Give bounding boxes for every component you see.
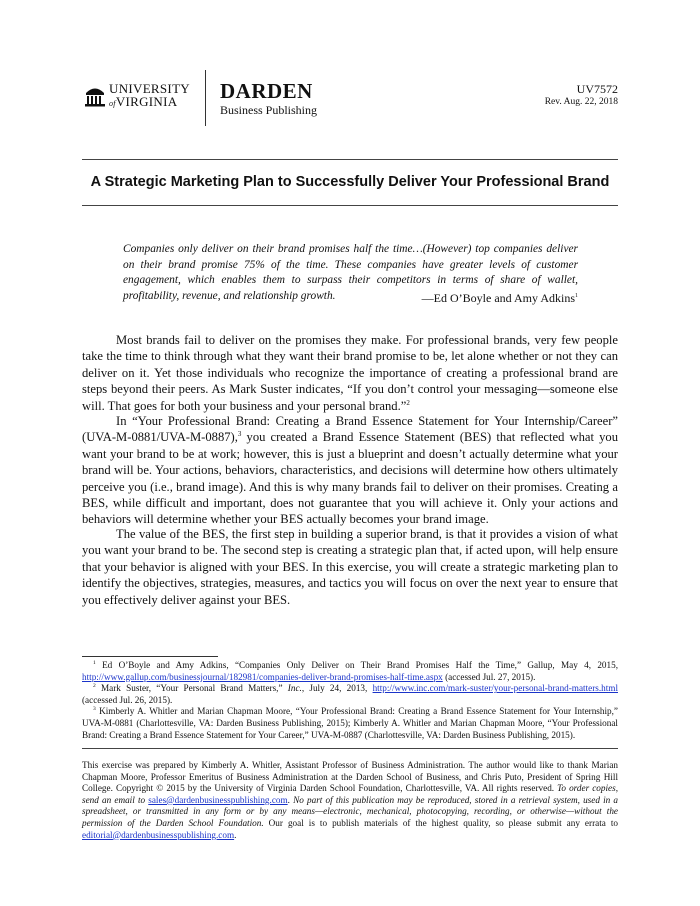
paragraph-2-text-b: you created a Brand Essence Statement (BES) that reflected what you want your brand to be at work; however, this is just a blueprint and doesn’t actually determine what your brand will be. Your actions, behaviors, characteristics, and decisions will determine how others ultimately perceive you (i.e., brand image). And this is why many brands fail to deliver on their promises. Creating a BES, while difficult and important, does not guarantee that you will achieve it. Only your actions and behaviors will determine whether your BES actually becomes your brand image. (82, 430, 618, 527)
footnote-2-text: Mark Suster, “Your Personal Brand Matters,” (95, 683, 288, 694)
legal-part-6: Our goal is to publish materials of the highest quality, so please submit any errata to (263, 817, 618, 828)
paragraph-2 (82, 413, 618, 528)
footnote-3-text: Kimberly A. Whitler and Marian Chapman Moore, “Your Professional Brand: Creating a Brand Essence Statement for Your Internship,” UVA-M-0881 (Charlottesville, VA: Darden Business Publishing, 2015); Kimberly A. Whitler and Marian Chapman Moore, “Your Professional Brand: Creating a Brand Essence Statement for Your Career,” UVA-M-0887 (Charlottesville, VA: Darden Business Publishing, 2015). (82, 706, 618, 740)
sales-email-link[interactable]: sales@dardenbusinesspublishing.com (148, 794, 288, 805)
paragraph-1-text: Most brands fail to deliver on the promises they make. For professional brands, very few people take the time to think through what they want their brand promise to be, let alone whether or not they can deliver on it. Yet those individuals who recognize the importance of creating a professional brand are steps beyond their peers. As Mark Suster indicates, “If you don’t control your messaging—someone else will. That goes for both your business and your personal brand.” (82, 333, 618, 413)
footnote-2-publication: Inc. (287, 683, 302, 694)
darden-wordmark: DARDEN (220, 79, 313, 103)
paragraph-3 (82, 526, 618, 608)
document-title: A Strategic Marketing Plan to Successfully Deliver Your Professional Brand (90, 174, 610, 190)
legal-order-text: To order copies, send an email to (82, 783, 618, 805)
footnotes (82, 660, 618, 741)
revision-date: Rev. Aug. 22, 2018 (544, 97, 618, 107)
footnote-1 (82, 660, 618, 683)
footnote-1-tail: (accessed Jul. 27, 2015). (442, 671, 536, 682)
footnote-2 (82, 683, 618, 706)
uva-line-2 (109, 95, 190, 110)
title-top-rule (82, 159, 618, 160)
uva-virginia: VIRGINIA (115, 94, 178, 109)
case-code: UV7572 (576, 82, 618, 96)
paragraph-2-text-a: In “Your Professional Brand: Creating a Brand Essence Statement for Your Internship/Career” (UVA-M-0881/UVA-M-0887), (82, 414, 618, 445)
footnote-1-text: Ed O’Boyle and Amy Adkins, “Companies Only Deliver on Their Brand Promises Half the Time,” Gallup, May 4, 2015, (95, 660, 618, 670)
footnote-2-link[interactable]: http://www.inc.com/mark-suster/your-personal-brand-matters.html (372, 683, 618, 694)
footnote-1-number: 1 (93, 659, 96, 666)
footnote-ref-1[interactable]: 1 (575, 293, 578, 299)
footnote-2-tail: (accessed Jul. 26, 2015). (82, 694, 173, 705)
uva-of: of (109, 99, 116, 108)
footnote-2-mid: , July 24, 2013, (301, 683, 373, 694)
legal-reproduction-text: No part of this publication may be reproduced, stored in a retrieval system, used in a spreadsheet, or transmitted in any form or by any means—electronic, mechanical, photocopying, recording, or otherwise—without the permission of the Darden School Foundation. (82, 794, 618, 828)
footnote-separator (82, 656, 218, 657)
footnote-ref-2[interactable]: 2 (406, 398, 410, 407)
legal-separator (82, 748, 618, 749)
paragraph-1 (82, 332, 618, 414)
case-code-block (545, 82, 618, 108)
legal-part-7: . (234, 829, 237, 840)
title-bottom-rule (82, 205, 618, 206)
rotunda-icon (84, 84, 106, 108)
uva-line-1: UNIVERSITY (109, 81, 190, 96)
header-divider (205, 70, 206, 126)
legal-part-1: This exercise was prepared by Kimberly A. Whitler, Assistant Professor of Business Administration. The author would like to thank Marian Chapman Moore, Professor Emeritus of Business Administration at the Darden School of Business, and Chris Puto, President of Spring Hill College. Copyright © 2015 by the University of Virginia Darden School Foundation, Charlottesville, VA. All rights reserved. (82, 760, 618, 794)
epigraph-attribution (422, 291, 578, 306)
footnote-2-number: 2 (93, 683, 96, 690)
footnote-3-number: 3 (93, 706, 96, 713)
paragraph-3-text: The value of the BES, the first step in building a superior brand, is that it provides a vision of what you want your brand to be. The second step is creating a strategic plan that, if acted upon, will help ensure that your behavior is aligned with your BES. In this exercise, you will create a strategic marketing plan to identify the objectives, strategies, measures, and tactics you will focus on over the next year to ensure that you effectively deliver against your BES. (82, 527, 618, 607)
footnote-ref-3[interactable]: 3 (237, 430, 242, 439)
darden-logo (220, 80, 317, 117)
legal-part-4: . (287, 794, 294, 805)
darden-subtitle: Business Publishing (220, 103, 318, 117)
editorial-email-link[interactable]: editorial@dardenbusinesspublishing.com (82, 829, 235, 840)
uva-logo (84, 82, 192, 116)
footnote-3 (82, 706, 618, 741)
attribution-text: —Ed O’Boyle and Amy Adkins (421, 291, 575, 305)
header (84, 70, 618, 130)
footnote-1-link[interactable]: http://www.gallup.com/businessjournal/182981/companies-deliver-brand-promises-half-time.aspx (82, 671, 443, 682)
legal-notice (82, 760, 618, 841)
epigraph-quote: Companies only deliver on their brand promises half the time…(However) top companies deliver on their brand promise 75% of the time. These companies have greater levels of customer engagement, which enables them to surpass their competitors in terms of share of wallet, profitability, revenue, and relationship growth. (123, 243, 578, 302)
